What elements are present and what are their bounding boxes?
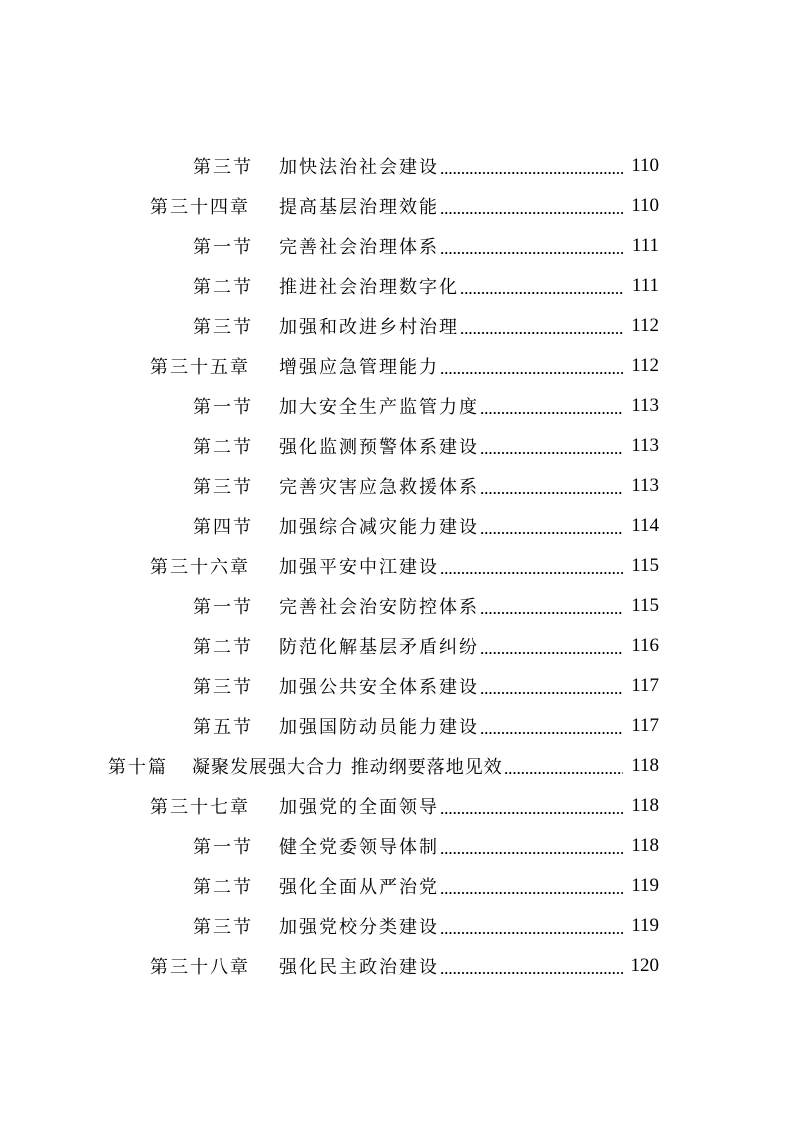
toc-entry-page-number: 115 — [631, 555, 659, 576]
toc-dot-leader — [440, 801, 623, 815]
toc-entry-title: 防范化解基层矛盾纠纷 — [279, 637, 479, 658]
toc-entry-page-number: 120 — [630, 955, 659, 976]
toc-entry-page-number: 112 — [631, 355, 659, 376]
toc-entry-label: 第三十四章 — [150, 197, 250, 218]
toc-dot-leader — [440, 361, 623, 375]
toc-entry-title: 加强和改进乡村治理 — [279, 317, 459, 338]
toc-entry-label: 第四节 — [193, 517, 253, 538]
toc-dot-leader — [480, 441, 623, 455]
toc-dot-leader — [480, 481, 623, 495]
toc-entry-title: 加强党的全面领导 — [279, 797, 439, 818]
toc-dot-leader — [480, 401, 623, 415]
toc-entry-label: 第一节 — [193, 237, 253, 258]
toc-entry-label: 第二节 — [193, 277, 253, 298]
toc-entry-page-number: 113 — [631, 475, 659, 496]
toc-dot-leader — [480, 601, 623, 615]
toc-entry[interactable] — [0, 826, 793, 866]
toc-entry[interactable] — [0, 426, 793, 466]
toc-entry-label: 第二节 — [193, 437, 253, 458]
toc-entry-label: 第二节 — [193, 637, 253, 658]
toc-entry-page-number: 118 — [631, 795, 659, 816]
toc-entry[interactable] — [0, 346, 793, 386]
toc-entry[interactable] — [0, 906, 793, 946]
toc-entry-label: 第三节 — [193, 157, 253, 178]
toc-entry-title: 完善社会治安防控体系 — [279, 597, 479, 618]
toc-dot-leader — [440, 961, 623, 975]
toc-entry-part[interactable] — [0, 746, 793, 786]
toc-entry-label: 第三十七章 — [150, 797, 250, 818]
toc-entry[interactable] — [0, 866, 793, 906]
toc-entry-page-number: 117 — [631, 675, 659, 696]
toc-entry-title: 加强公共安全体系建设 — [279, 677, 479, 698]
toc-dot-leader — [480, 641, 623, 655]
toc-entry-title: 增强应急管理能力 — [279, 357, 439, 378]
toc-entry-label: 第三十八章 — [150, 957, 250, 978]
toc-dot-leader — [440, 921, 623, 935]
toc-entry-page-number: 111 — [631, 275, 659, 296]
toc-entry-title: 完善灾害应急救援体系 — [279, 477, 479, 498]
toc-entry-page-number: 119 — [631, 915, 659, 936]
toc-dot-leader — [480, 681, 623, 695]
toc-entry-label: 第三节 — [193, 917, 253, 938]
toc-dot-leader — [480, 721, 623, 735]
toc-entry-title: 完善社会治理体系 — [279, 237, 439, 258]
toc-entry-title: 加强党校分类建设 — [279, 917, 439, 938]
toc-entry-title: 强化民主政治建设 — [279, 957, 439, 978]
toc-entry-title: 强化全面从严治党 — [279, 877, 439, 898]
toc-entry-title: 加强综合减灾能力建设 — [279, 517, 479, 538]
toc-dot-leader — [504, 761, 623, 775]
toc-entry-page-number: 118 — [631, 755, 659, 776]
toc-entry-label: 第三十六章 — [150, 557, 250, 578]
toc-entry[interactable] — [0, 266, 793, 306]
toc-entry-label: 第三节 — [193, 677, 253, 698]
toc-entry[interactable] — [0, 786, 793, 826]
toc-entry-label: 第一节 — [193, 397, 253, 418]
toc-entry-title: 提高基层治理效能 — [279, 197, 439, 218]
toc-entry-page-number: 114 — [631, 515, 659, 536]
toc-entry-page-number: 110 — [631, 155, 659, 176]
toc-entry[interactable] — [0, 946, 793, 986]
toc-entry-label: 第三节 — [193, 317, 253, 338]
toc-entry[interactable] — [0, 306, 793, 346]
toc-entry-title: 加大安全生产监管力度 — [279, 397, 479, 418]
toc-entry[interactable] — [0, 586, 793, 626]
toc-entry-page-number: 113 — [631, 395, 659, 416]
toc-entry-label: 第二节 — [193, 877, 253, 898]
toc-entry-page-number: 110 — [631, 195, 659, 216]
toc-entry-label: 第一节 — [193, 597, 253, 618]
toc-dot-leader — [440, 201, 623, 215]
toc-entry[interactable] — [0, 226, 793, 266]
toc-entry[interactable] — [0, 706, 793, 746]
toc-entry[interactable] — [0, 386, 793, 426]
toc-entry-label: 第十篇 — [108, 757, 168, 778]
toc-dot-leader — [440, 241, 623, 255]
toc-entry-page-number: 119 — [631, 875, 659, 896]
toc-entry[interactable] — [0, 146, 793, 186]
toc-entry-page-number: 112 — [631, 315, 659, 336]
toc-entry-page-number: 115 — [631, 595, 659, 616]
toc-entry-label: 第三节 — [193, 477, 253, 498]
toc-entry[interactable] — [0, 626, 793, 666]
toc-entry-label: 第三十五章 — [150, 357, 250, 378]
toc-entry-title: 推进社会治理数字化 — [279, 277, 459, 298]
toc-entry-title: 凝聚发展强大合力 推动纲要落地见效 — [192, 757, 503, 778]
toc-entry-title: 加快法治社会建设 — [279, 157, 439, 178]
toc-dot-leader — [440, 561, 623, 575]
toc-entry-label: 第五节 — [193, 717, 253, 738]
toc-entry[interactable] — [0, 506, 793, 546]
toc-entry[interactable] — [0, 666, 793, 706]
toc-entry-title: 强化监测预警体系建设 — [279, 437, 479, 458]
toc-entry-title: 加强国防动员能力建设 — [279, 717, 479, 738]
toc-dot-leader — [440, 881, 623, 895]
toc-entry-page-number: 116 — [631, 635, 659, 656]
toc-entry[interactable] — [0, 546, 793, 586]
toc-entry-page-number: 113 — [631, 435, 659, 456]
toc-entry-page-number: 117 — [631, 715, 659, 736]
toc-dot-leader — [440, 841, 623, 855]
toc-entry-label: 第一节 — [193, 837, 253, 858]
toc-dot-leader — [460, 281, 623, 295]
toc-entry[interactable] — [0, 186, 793, 226]
toc-dot-leader — [440, 161, 623, 175]
toc-entry-page-number: 118 — [631, 835, 659, 856]
toc-entry-page-number: 111 — [631, 235, 659, 256]
toc-entry-title: 健全党委领导体制 — [279, 837, 439, 858]
toc-entry-title: 加强平安中江建设 — [279, 557, 439, 578]
toc-entry[interactable] — [0, 466, 793, 506]
toc-dot-leader — [460, 321, 623, 335]
toc-dot-leader — [480, 521, 623, 535]
table-of-contents — [0, 146, 793, 986]
